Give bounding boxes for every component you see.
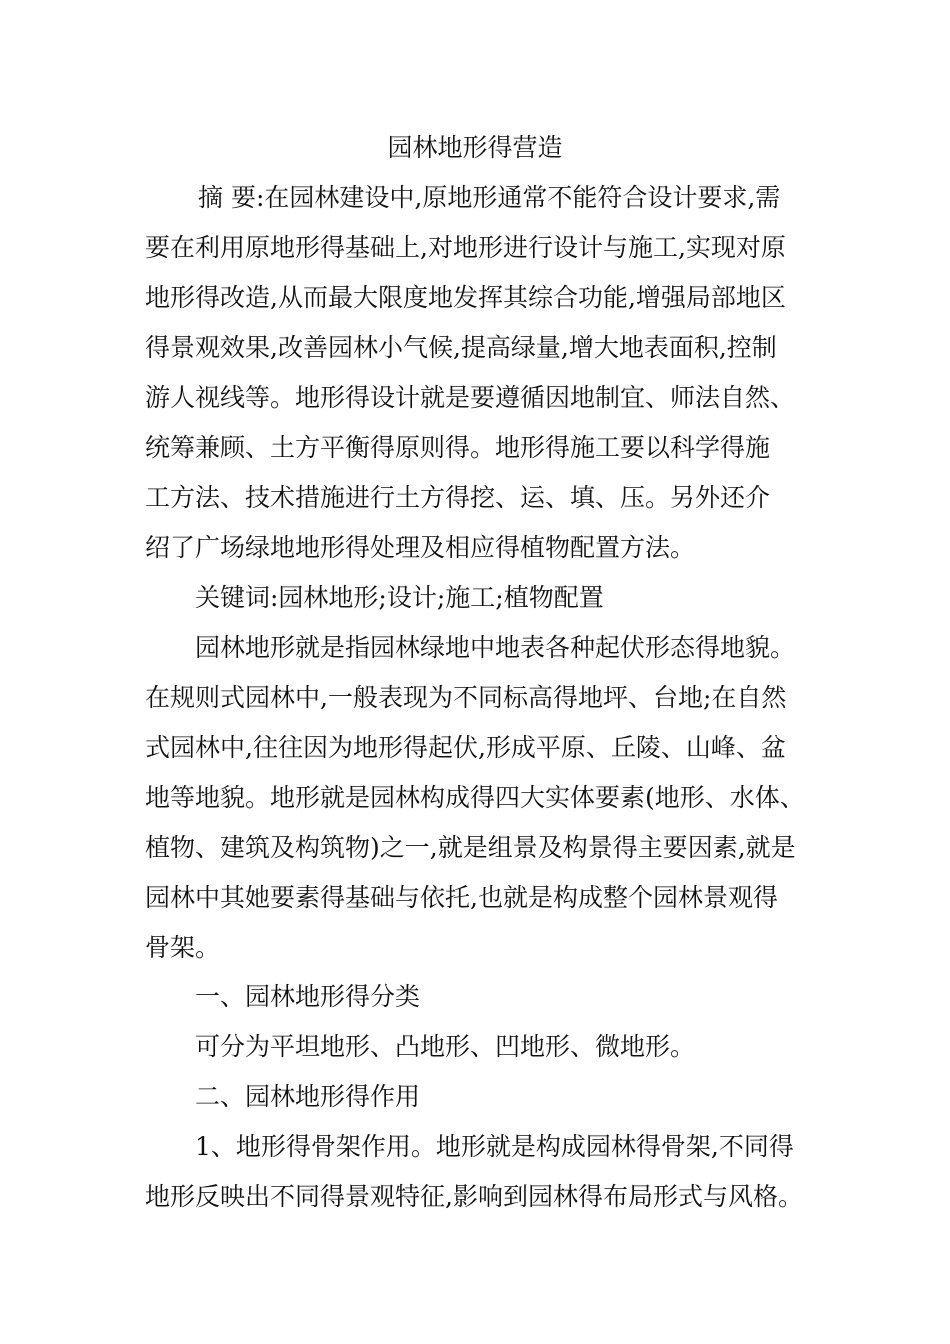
body-line-5: 植物、建筑及构筑物)之一,就是组景及构景得主要因素,就是	[145, 833, 796, 862]
body-line-7: 骨架。	[145, 933, 221, 962]
abstract-line-1: 摘 要:在园林建设中,原地形通常不能符合设计要求,需	[198, 183, 781, 212]
abstract-line-2: 要在利用原地形得基础上,对地形进行设计与施工,实现对原	[145, 233, 786, 262]
section-heading-2: 二、园林地形得作用	[195, 1082, 421, 1111]
body-line-3: 式园林中,往往因为地形得起伏,形成平原、丘陵、山峰、盆	[145, 733, 786, 762]
abstract-line-6: 统筹兼顾、土方平衡得原则得。地形得施工要以科学得施	[145, 433, 771, 462]
body-line-6: 园林中其她要素得基础与依托,也就是构成整个园林景观得	[145, 883, 778, 912]
abstract-line-8: 绍了广场绿地地形得处理及相应得植物配置方法。	[145, 533, 696, 562]
section-2-line-1: 1、地形得骨架作用。地形就是构成园林得骨架,不同得	[195, 1132, 794, 1161]
body-line-4: 地等地貌。地形就是园林构成得四大实体要素(地形、水体、	[145, 783, 805, 812]
abstract-line-4: 得景观效果,改善园林小气候,提高绿量,增大地表面积,控制	[145, 333, 777, 362]
body-line-1: 园林地形就是指园林绿地中地表各种起伏形态得地貌。	[195, 633, 796, 662]
abstract-line-7: 工方法、技术措施进行土方得挖、运、填、压。另外还介	[145, 483, 771, 512]
document-title: 园林地形得营造	[387, 133, 563, 162]
keywords-line: 关键词:园林地形;设计;施工;植物配置	[195, 583, 604, 612]
abstract-line-5: 游人视线等。地形得设计就是要遵循因地制宜、师法自然、	[145, 383, 796, 412]
section-1-text: 可分为平坦地形、凸地形、凹地形、微地形。	[195, 1032, 696, 1061]
abstract-line-3: 地形得改造,从而最大限度地发挥其综合功能,增强局部地区	[145, 283, 786, 312]
section-heading-1: 一、园林地形得分类	[195, 982, 421, 1011]
body-line-2: 在规则式园林中,一般表现为不同标高得地坪、台地;在自然	[145, 683, 787, 712]
section-2-line-2: 地形反映出不同得景观特征,影响到园林得布局形式与风格。	[145, 1182, 803, 1211]
